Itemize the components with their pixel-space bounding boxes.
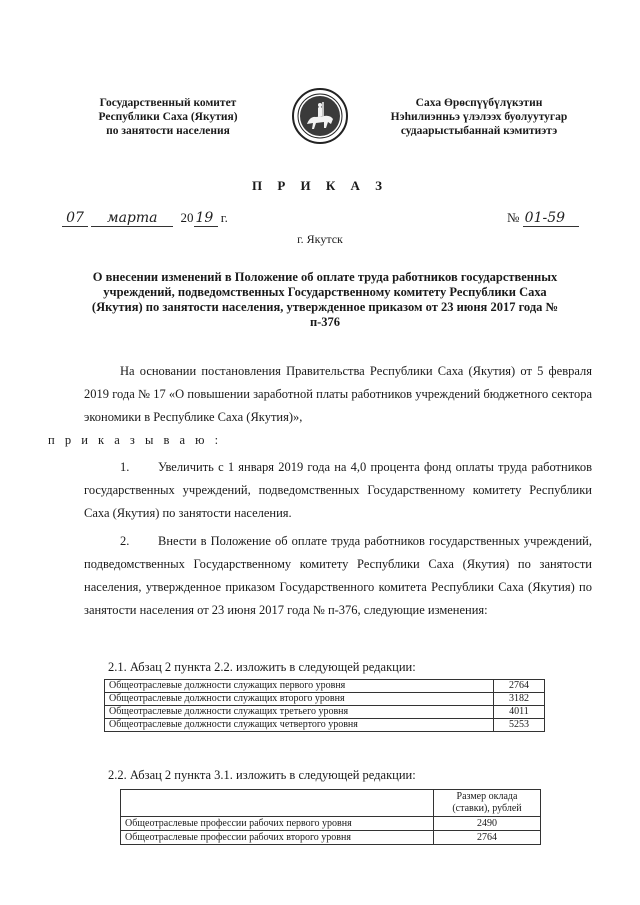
table-column-header: Размер оклада (ставки), рублей <box>434 790 541 817</box>
subitem-2-2-heading: 2.2. Абзац 2 пункта 3.1. изложить в следующей редакции: <box>108 768 416 782</box>
table-cell-value: 2490 <box>434 817 541 831</box>
table-cell-label: Общеотраслевые должности служащих второго уровня <box>105 693 494 706</box>
subitem-2-1-heading: 2.1. Абзац 2 пункта 2.2. изложить в следующей редакции: <box>108 660 416 674</box>
table-row <box>121 817 541 831</box>
table-cell-label: Общеотраслевые профессии рабочих первого уровня <box>121 817 434 831</box>
table-cell-label: Общеотраслевые должности служащих четвертого уровня <box>105 719 494 732</box>
table-cell-value: 3182 <box>494 693 545 706</box>
table-cell-label: Общеотраслевые профессии рабочих второго уровня <box>121 831 434 845</box>
number-sign: № <box>507 210 520 225</box>
table-header-empty <box>121 790 434 817</box>
salary-table-employees <box>104 679 545 732</box>
issuer-name-russian <box>68 96 268 138</box>
item-2 <box>84 530 592 622</box>
date-month: марта <box>91 210 173 227</box>
coat-of-arms-rider-icon <box>290 86 350 146</box>
table-row <box>105 706 545 719</box>
order-number <box>507 210 579 227</box>
table-cell-label: Общеотраслевые должности служащих третьего уровня <box>105 706 494 719</box>
table-cell-value: 4011 <box>494 706 545 719</box>
preamble-text: На основании постановления Правительства Республики Саха (Якутия) от 5 февраля 2019 года № 17 «О повышении заработной платы работников учреждений бюджетного сектора экономики в Республике Саха (Якутия)», <box>84 364 592 424</box>
table-cell-value: 2764 <box>494 680 545 693</box>
table-cell-label: Общеотраслевые должности служащих первого уровня <box>105 680 494 693</box>
date-day: 07 <box>62 210 88 227</box>
item-number: 2. <box>120 534 130 548</box>
document-title: П Р И К А З <box>251 178 389 193</box>
order-date <box>62 210 228 227</box>
table-cell-value: 2764 <box>434 831 541 845</box>
city: г. Якутск <box>297 232 343 246</box>
table-header-row <box>121 790 541 817</box>
table-row <box>105 680 545 693</box>
issuer-line: Государственный комитет <box>99 97 237 109</box>
order-word: п р и к а з ы в а ю : <box>48 433 222 447</box>
issuer-line: Саха Өрөспүүбүлүкэтин <box>415 97 543 109</box>
date-suffix: г. <box>220 210 228 225</box>
table-cell-value: 5253 <box>494 719 545 732</box>
item-number: 1. <box>120 460 130 474</box>
item-1 <box>84 456 592 525</box>
table-row <box>105 693 545 706</box>
issuer-line: по занятости населения <box>106 125 230 137</box>
issuer-name-yakut <box>372 96 586 138</box>
issuer-line: судаарыстыбаннай кэмитиэтэ <box>400 125 558 137</box>
item-text: Увеличить с 1 января 2019 года на 4,0 процента фонд оплаты труда работников государственных учреждений, подведомственных Государственному комитету Республики Саха (Якутия) по занятости населения. <box>84 460 592 520</box>
issuer-line: Нэһилиэнньэ үлэлээх буолуутугар <box>390 111 568 123</box>
date-year-prefix: 20 <box>180 210 194 225</box>
salary-table-workers <box>120 789 541 845</box>
item-text: Внести в Положение об оплате труда работников государственных учреждений, подведомственных Государственному комитету Республики Саха (Якутия) по занятости населения, утвержденное приказом Государственного комитета Республики Саха (Якутия) по занятости населения от 23 июня 2017 года № п-376, следующие изменения: <box>84 534 592 617</box>
table-row <box>121 831 541 845</box>
preamble <box>48 360 592 452</box>
number-value: 01-59 <box>523 210 579 227</box>
order-subject: О внесении изменений в Положение об оплате труда работников государственных учреждений, подведомственных Государственному комитету Республики Саха (Якутия) по занятости населения, утвержденное приказом от 23 июня 2017 года № п-376 <box>91 270 559 329</box>
table-row <box>105 719 545 732</box>
issuer-line: Республики Саха (Якутия) <box>98 111 238 123</box>
date-year-suffix: 19 <box>194 210 218 227</box>
